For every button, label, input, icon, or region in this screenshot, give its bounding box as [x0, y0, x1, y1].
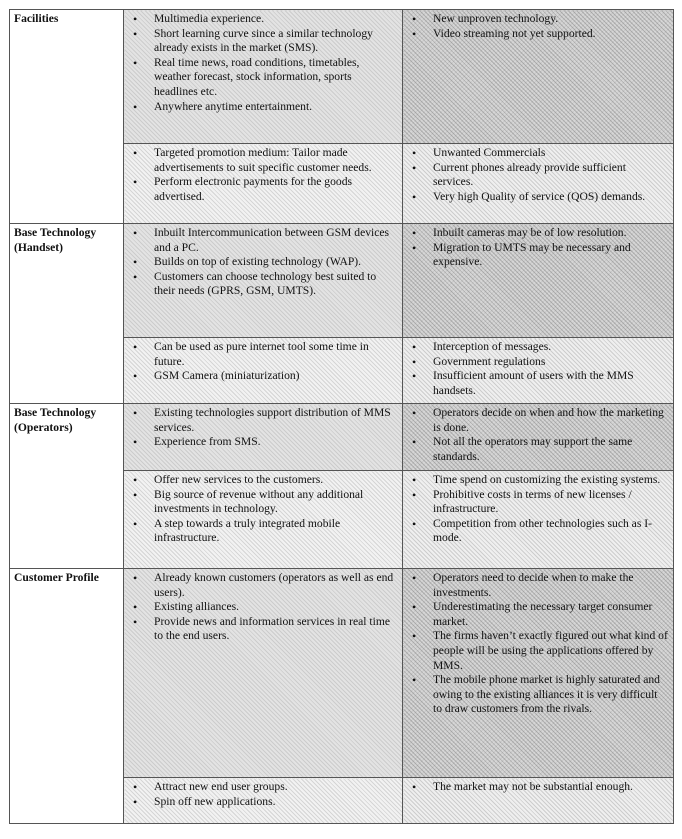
threats-cell	[403, 778, 674, 824]
list-item: • The market may not be substantial enough.	[407, 780, 669, 795]
list-item: • Spin off new applications.	[128, 795, 398, 810]
list-item: • Perform electronic payments for the goods advertised.	[128, 175, 398, 204]
bullet-list	[407, 12, 669, 41]
factor-cell	[10, 10, 124, 224]
threats-cell	[403, 471, 674, 569]
bullet-list	[128, 340, 398, 384]
weaknesses-cell	[403, 404, 674, 471]
bullet-list	[407, 226, 669, 270]
factor-label: Base Technology (Operators)	[14, 406, 97, 434]
list-item: • Existing alliances.	[128, 600, 398, 615]
table-row	[10, 224, 674, 338]
list-item: • Builds on top of existing technology (WAP).	[128, 255, 398, 270]
threats-cell	[403, 338, 674, 404]
list-item: • Underestimating the necessary target consumer market.	[407, 600, 669, 629]
list-item: • Very high Quality of service (QOS) demands.	[407, 190, 669, 205]
list-item: • Interception of messages.	[407, 340, 669, 355]
list-item: • New unproven technology.	[407, 12, 669, 27]
list-item: • Big source of revenue without any additional investments in technology.	[128, 488, 398, 517]
factor-cell	[10, 404, 124, 569]
bullet-list	[128, 226, 398, 299]
strengths-cell	[124, 404, 403, 471]
list-item: • The mobile phone market is highly saturated and owing to the existing alliances it is very difficult to draw customers from the rivals.	[407, 673, 669, 717]
list-item: • Insufficient amount of users with the MMS handsets.	[407, 369, 669, 398]
strengths-cell	[124, 569, 403, 778]
bullet-list	[128, 571, 398, 644]
table-row	[10, 569, 674, 778]
list-item: • Competition from other technologies such as I-mode.	[407, 517, 669, 546]
list-item: • Provide news and information services in real time to the end users.	[128, 615, 398, 644]
list-item: • Inbuilt Intercommunication between GSM devices and a PC.	[128, 226, 398, 255]
list-item: • Operators decide on when and how the marketing is done.	[407, 406, 669, 435]
weaknesses-cell	[403, 224, 674, 338]
list-item: • Short learning curve since a similar technology already exists in the market (SMS).	[128, 27, 398, 56]
threats-cell	[403, 144, 674, 224]
table-row	[10, 404, 674, 471]
swot-table	[9, 9, 674, 824]
bullet-list	[407, 340, 669, 398]
bullet-list	[407, 406, 669, 464]
list-item: • A step towards a truly integrated mobile infrastructure.	[128, 517, 398, 546]
bullet-list	[407, 780, 669, 795]
list-item: • Existing technologies support distribution of MMS services.	[128, 406, 398, 435]
bullet-list	[128, 780, 398, 809]
opportunities-cell	[124, 778, 403, 824]
opportunities-cell	[124, 471, 403, 569]
factor-cell	[10, 569, 124, 824]
list-item: • Can be used as pure internet tool some time in future.	[128, 340, 398, 369]
list-item: • The firms haven’t exactly figured out what kind of people will be using the applications offered by MMS.	[407, 629, 669, 673]
bullet-list	[128, 146, 398, 204]
strengths-cell	[124, 224, 403, 338]
bullet-list	[407, 473, 669, 546]
list-item: • Current phones already provide sufficient services.	[407, 161, 669, 190]
list-item: • Not all the operators may support the same standards.	[407, 435, 669, 464]
strengths-cell	[124, 10, 403, 144]
factor-label: Customer Profile	[14, 571, 99, 584]
factor-cell	[10, 224, 124, 404]
list-item: • Operators need to decide when to make the investments.	[407, 571, 669, 600]
list-item: • Experience from SMS.	[128, 435, 398, 450]
list-item: • Inbuilt cameras may be of low resolution.	[407, 226, 669, 241]
opportunities-cell	[124, 338, 403, 404]
bullet-list	[407, 146, 669, 204]
list-item: • Already known customers (operators as well as end users).	[128, 571, 398, 600]
list-item: • Offer new services to the customers.	[128, 473, 398, 488]
factor-label: Base Technology (Handset)	[14, 226, 97, 254]
list-item: • Customers can choose technology best suited to their needs (GPRS, GSM, UMTS).	[128, 270, 398, 299]
bullet-list	[128, 12, 398, 114]
list-item: • Migration to UMTS may be necessary and expensive.	[407, 241, 669, 270]
bullet-list	[128, 473, 398, 546]
list-item: • Unwanted Commercials	[407, 146, 669, 161]
opportunities-cell	[124, 144, 403, 224]
list-item: • Anywhere anytime entertainment.	[128, 100, 398, 115]
list-item: • Prohibitive costs in terms of new licenses / infrastructure.	[407, 488, 669, 517]
weaknesses-cell	[403, 569, 674, 778]
list-item: • Real time news, road conditions, timetables, weather forecast, stock information, sports headlines etc.	[128, 56, 398, 100]
list-item: • GSM Camera (miniaturization)	[128, 369, 398, 384]
list-item: • Targeted promotion medium: Tailor made advertisements to suit specific customer needs.	[128, 146, 398, 175]
list-item: • Time spend on customizing the existing systems.	[407, 473, 669, 488]
list-item: • Government regulations	[407, 355, 669, 370]
table-row	[10, 10, 674, 144]
list-item: • Multimedia experience.	[128, 12, 398, 27]
list-item: • Attract new end user groups.	[128, 780, 398, 795]
weaknesses-cell	[403, 10, 674, 144]
bullet-list	[128, 406, 398, 450]
bullet-list	[407, 571, 669, 717]
factor-label: Facilities	[14, 12, 59, 25]
list-item: • Video streaming not yet supported.	[407, 27, 669, 42]
